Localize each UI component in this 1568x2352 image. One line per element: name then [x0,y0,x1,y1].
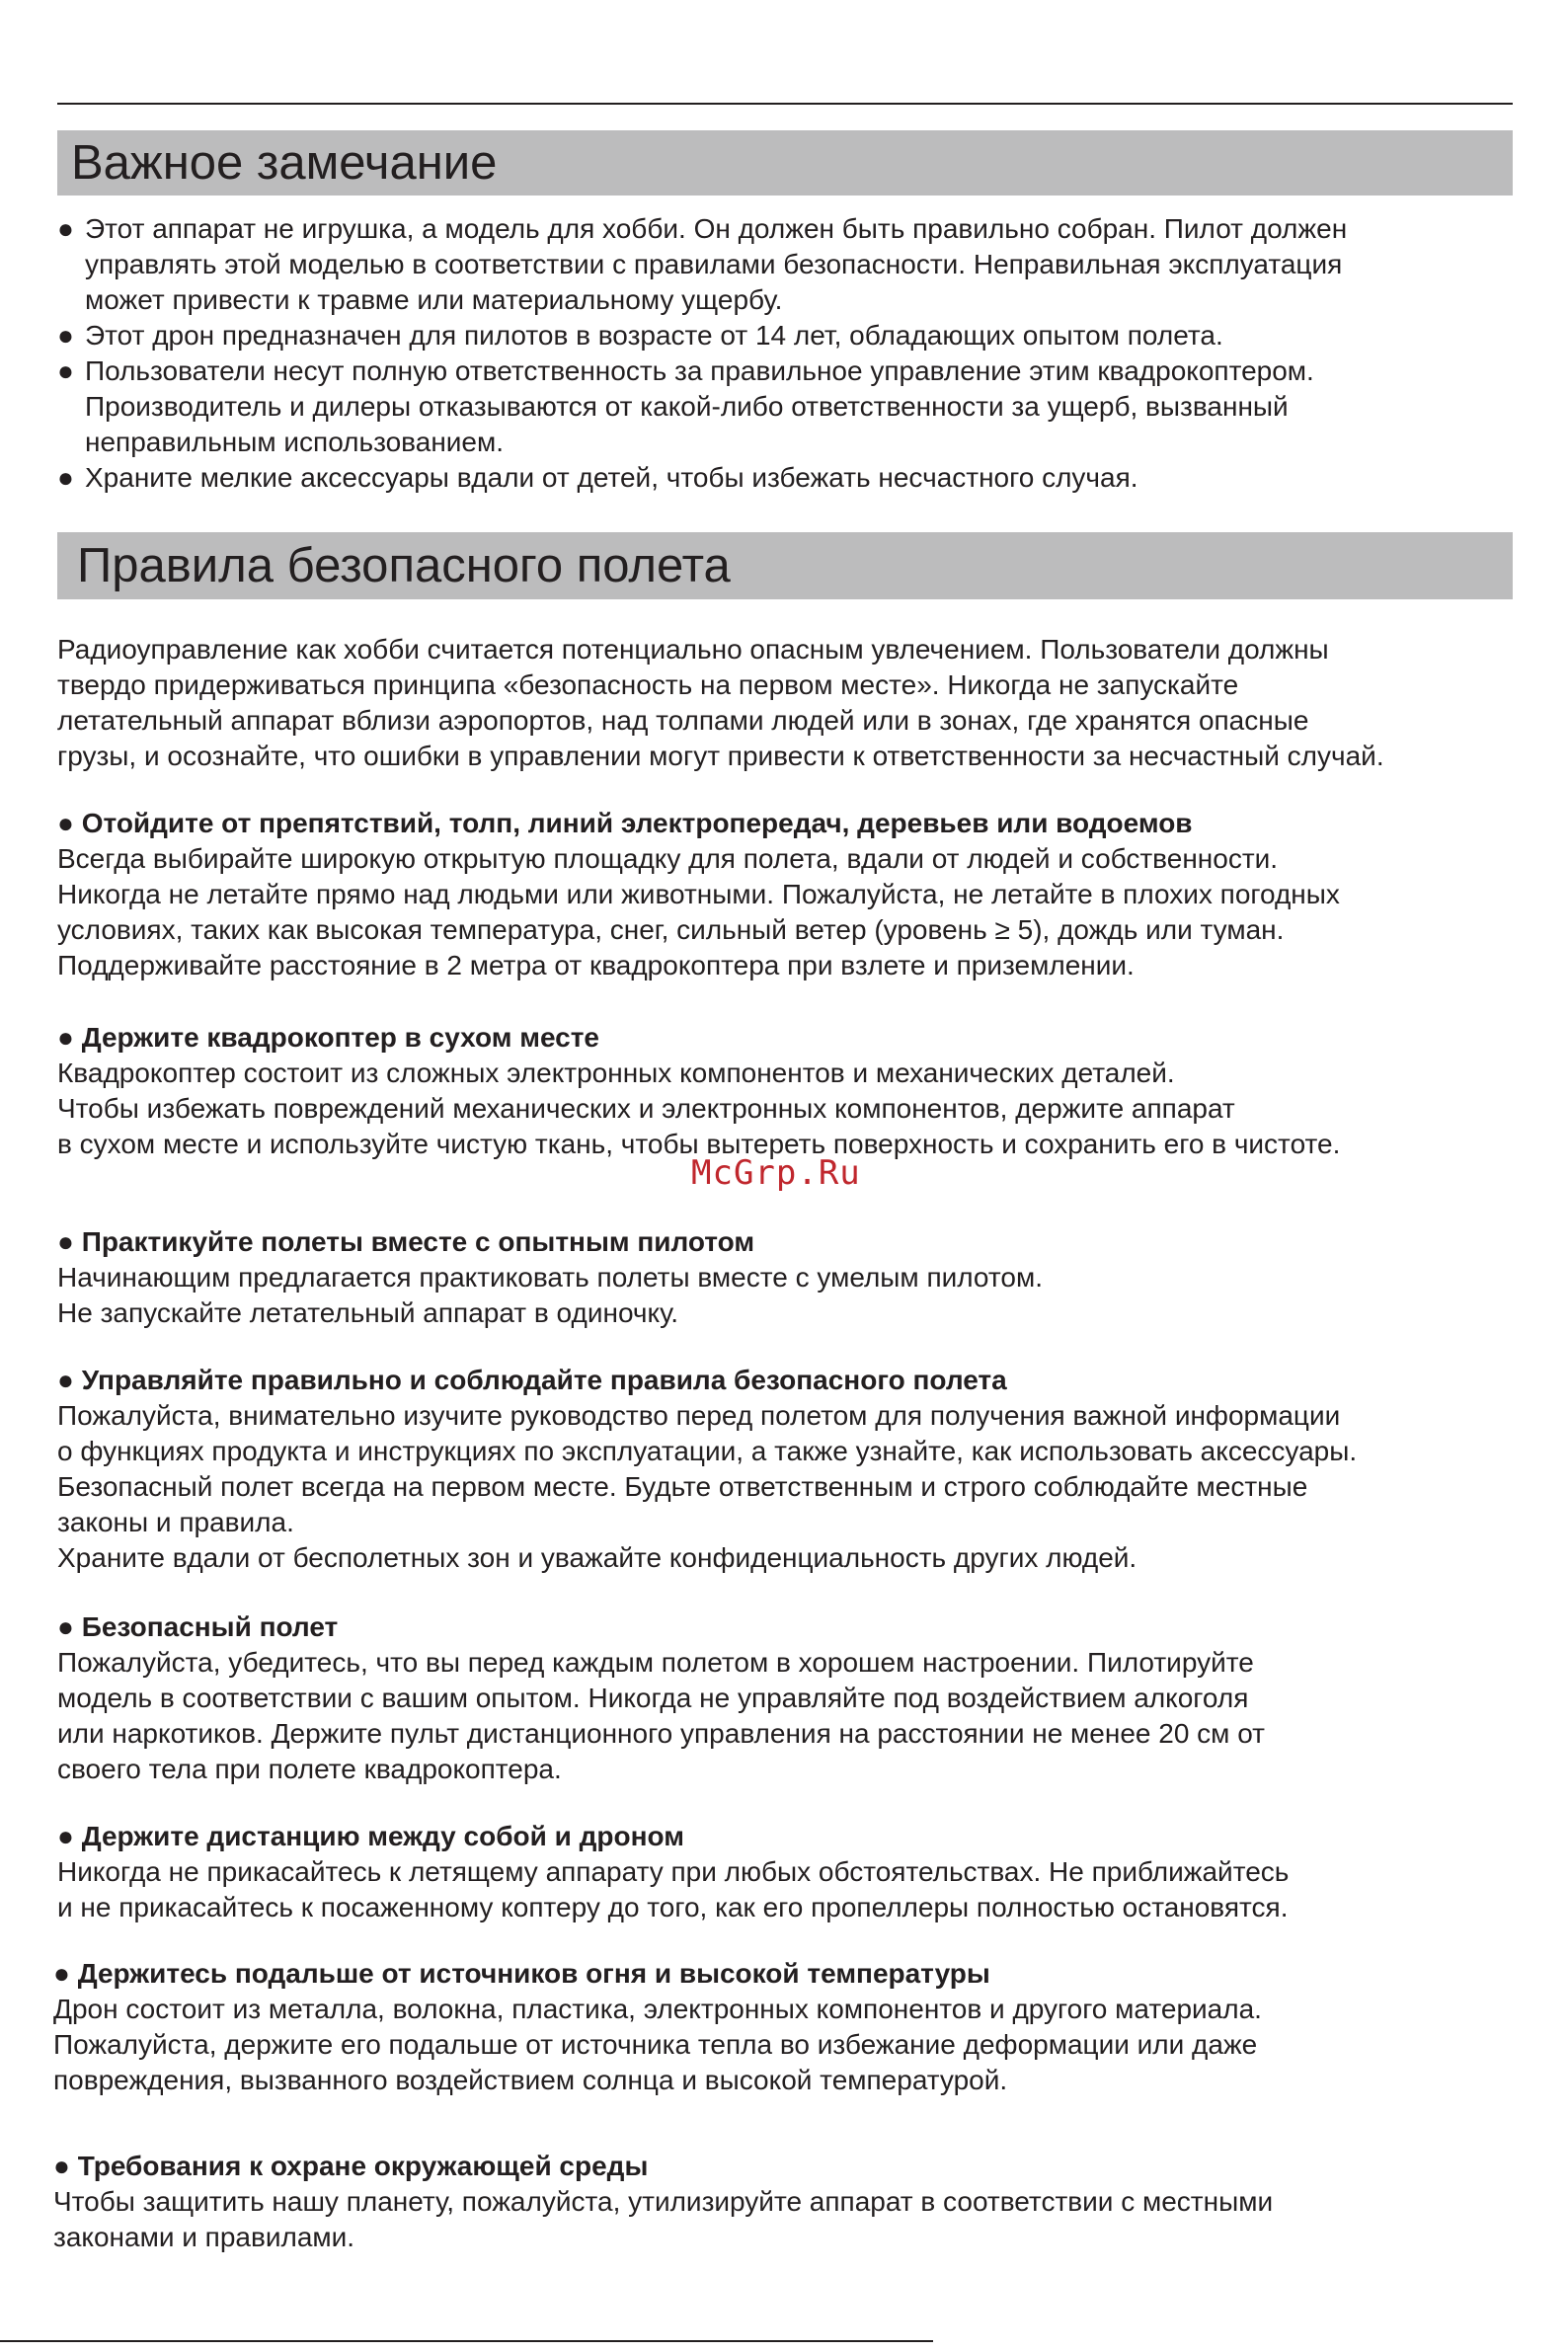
rule-heading: ● Безопасный полет [57,1611,339,1642]
rule-line: Пожалуйста, внимательно изучите руководство перед полетом для получения важной информации [57,1400,1341,1431]
rule-line: Храните вдали от бесполетных зон и уважайте конфиденциальность других людей. [57,1542,1137,1573]
note-line: Производитель и дилеры отказываются от какой-либо ответственности за ущерб, вызванный [85,391,1289,422]
rule-heading: ● Управляйте правильно и соблюдайте правила безопасного полета [57,1365,1007,1395]
section-header-important [57,130,1513,196]
rule-line: законами и правилами. [53,2222,355,2252]
rule-line: Безопасный полет всегда на первом месте. Будьте ответственным и строго соблюдайте местные [57,1471,1308,1502]
rule-heading: ● Требования к охране окружающей среды [53,2151,649,2181]
rule-environment [53,2149,1534,2255]
note-line: управлять этой моделью в соответствии с правилами безопасности. Неправильная эксплуатация [85,249,1343,279]
list-item [57,211,1519,318]
rule-line: Пожалуйста, держите его подальше от источника тепла во избежание деформации или даже [53,2029,1258,2060]
rule-heading: ● Держите дистанцию между собой и дроном [57,1821,684,1851]
note-line: неправильным использованием. [85,427,505,457]
rule-line: Чтобы избежать повреждений механических и электронных компонентов, держите аппарат [57,1093,1235,1124]
note-line: Этот дрон предназначен для пилотов в возрасте от 14 лет, обладающих опытом полета. [85,320,1223,351]
bullet-icon: ● [57,320,74,351]
paragraph-line: твердо придерживаться принципа «безопасность на первом месте». Никогда не запускайте [57,669,1239,700]
note-line: Этот аппарат не игрушка, а модель для хобби. Он должен быть правильно собран. Пилот должен [85,213,1348,244]
note-line: может привести к травме или материальному ущербу. [85,284,783,315]
section-header-safe-flight [57,532,1513,599]
rule-obstacles [57,806,1538,983]
rule-line: Квадрокоптер состоит из сложных электронных компонентов и механических деталей. [57,1058,1175,1088]
paragraph-line: грузы, и осознайте, что ошибки в управлении могут привести к ответственности за несчастный случай. [57,741,1384,771]
paragraph-line: Радиоуправление как хобби считается потенциально опасным увлечением. Пользователи должны [57,634,1329,665]
important-notes-list [57,211,1519,496]
rule-operate-properly [57,1363,1538,1576]
rule-line: Начинающим предлагается практиковать полеты вместе с умелым пилотом. [57,1262,1043,1293]
rule-line: о функциях продукта и инструкциях по эксплуатации, а также узнайте, как использовать аксессуары. [57,1436,1358,1466]
rule-heading: ● Практикуйте полеты вместе с опытным пилотом [57,1226,755,1257]
note-line: Храните мелкие аксессуары вдали от детей, чтобы избежать несчастного случая. [85,462,1138,493]
rule-line: Пожалуйста, убедитесь, что вы перед каждым полетом в хорошем настроении. Пилотируйте [57,1647,1254,1678]
rule-dry-place [57,1020,1538,1162]
watermark-text: McGrp.Ru [691,1153,861,1193]
top-divider [57,103,1513,105]
paragraph-line: летательный аппарат вблизи аэропортов, над толпами людей или в зонах, где хранятся опасные [57,705,1309,736]
rule-line: повреждения, вызванного воздействием солнца и высокой температурой. [53,2065,1008,2095]
rule-line: модель в соответствии с вашим опытом. Никогда не управляйте под воздействием алкоголя [57,1683,1249,1713]
rule-line: Не запускайте летательный аппарат в одиночку. [57,1297,679,1328]
rule-line: своего тела при полете квадрокоптера. [57,1754,562,1784]
intro-paragraph [57,632,1529,774]
bullet-icon: ● [57,462,74,493]
bullet-icon: ● [57,213,74,244]
list-item [57,353,1519,460]
rule-keep-distance [57,1819,1538,1925]
rule-fire-heat [53,1956,1534,2098]
rule-heading: ● Держитесь подальше от источников огня и высокой температуры [53,1958,990,1989]
rule-experienced-pilot [57,1224,1538,1331]
rule-heading: ● Держите квадрокоптер в сухом месте [57,1022,600,1053]
bottom-divider [0,2340,933,2342]
rule-line: Всегда выбирайте широкую открытую площадку для полета, вдали от людей и собственности. [57,843,1279,874]
rule-line: и не прикасайтесь к посаженному коптеру до того, как его пропеллеры полностью остановятся. [57,1892,1289,1922]
list-item [57,318,1519,353]
rule-line: или наркотиков. Держите пульт дистанционного управления на расстоянии не менее 20 см от [57,1718,1265,1749]
note-line: Пользователи несут полную ответственность за правильное управление этим квадрокоптером. [85,355,1314,386]
section-title: Важное замечание [71,136,498,190]
section-title: Правила безопасного полета [77,539,731,592]
rule-safe-flight [57,1609,1538,1787]
list-item [57,460,1519,496]
rule-heading: ● Отойдите от препятствий, толп, линий электропередач, деревьев или водоемов [57,808,1193,838]
rule-line: Никогда не прикасайтесь к летящему аппарату при любых обстоятельствах. Не приближайтесь [57,1856,1290,1887]
rule-line: Поддерживайте расстояние в 2 метра от квадрокоптера при взлете и приземлении. [57,950,1135,980]
rule-line: Чтобы защитить нашу планету, пожалуйста, утилизируйте аппарат в соответствии с местными [53,2186,1274,2217]
rule-line: Никогда не летайте прямо над людьми или животными. Пожалуйста, не летайте в плохих погодных [57,879,1340,909]
rule-line: законы и правила. [57,1507,294,1537]
rule-line: в сухом месте и используйте чистую ткань, чтобы вытереть поверхность и сохранить его в чистоте. [57,1129,1341,1159]
rule-line: Дрон состоит из металла, волокна, пластика, электронных компонентов и другого материала. [53,1994,1262,2024]
bullet-icon: ● [57,355,74,386]
rule-line: условиях, таких как высокая температура, снег, сильный ветер (уровень ≥ 5), дождь или туман. [57,914,1285,945]
